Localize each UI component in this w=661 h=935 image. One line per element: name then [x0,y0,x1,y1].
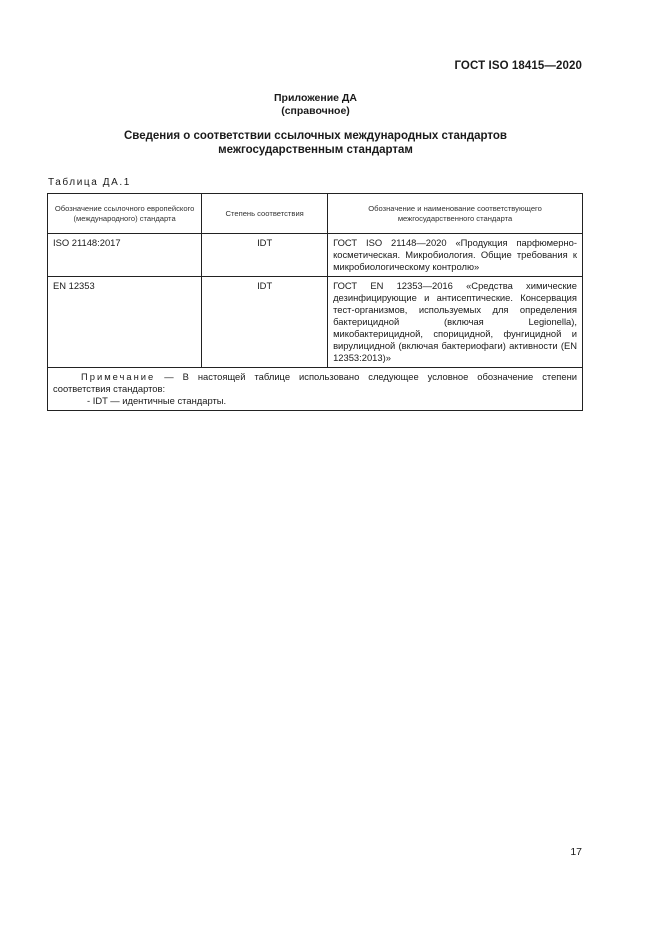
table-row [48,277,583,368]
appendix-subtitle: (справочное) [281,105,350,117]
cell-standard-name: ГОСТ ISO 21148—2020 «Продукция парфюмерно-косметическая. Микробиология. Общие требования к микробиологическому контролю» [328,234,583,277]
note-label: Примечание [81,371,156,382]
cell-standard-name: ГОСТ EN 12353—2016 «Средства химические дезинфицирующие и антисептические. Консервация тест-организмов, используемых для определения бактерицидной (включая Legionella), микобактерицидной, спорицидной, фунгицидной и вирулицидной (включая бактериофаги) активности (EN 12353:2013)» [328,277,583,368]
correspondence-table [47,193,583,411]
header-reference-standard: Обозначение ссылочного европейского (международного) стандарта [48,194,202,234]
cell-degree: IDT [202,234,328,277]
table-note-row [48,368,583,411]
section-title-line-2: межгосударственным стандартам [218,144,413,156]
section-title [0,129,631,157]
appendix-title: Приложение ДА [274,92,357,104]
cell-reference: EN 12353 [48,277,202,368]
table-caption: Таблица ДА.1 [48,177,131,188]
note-item: - IDT — идентичные стандарты. [87,395,227,406]
page-number: 17 [570,846,582,858]
note-text-block [53,371,577,395]
cell-reference: ISO 21148:2017 [48,234,202,277]
table-row [48,234,583,277]
table-header-row [48,194,583,234]
standard-code: ГОСТ ISO 18415—2020 [454,60,582,72]
header-interstate-standard: Обозначение и наименование соответствующего межгосударственного стандарта [328,194,583,234]
section-title-line-1: Сведения о соответствии ссылочных международных стандартов [123,130,507,142]
cell-degree: IDT [202,277,328,368]
table-note [48,368,583,411]
header-degree: Степень соответствия [202,194,328,234]
note-text: — В настоящей таблице использовано следующее условное обозначение степени соответствия стандартов: [53,371,577,394]
